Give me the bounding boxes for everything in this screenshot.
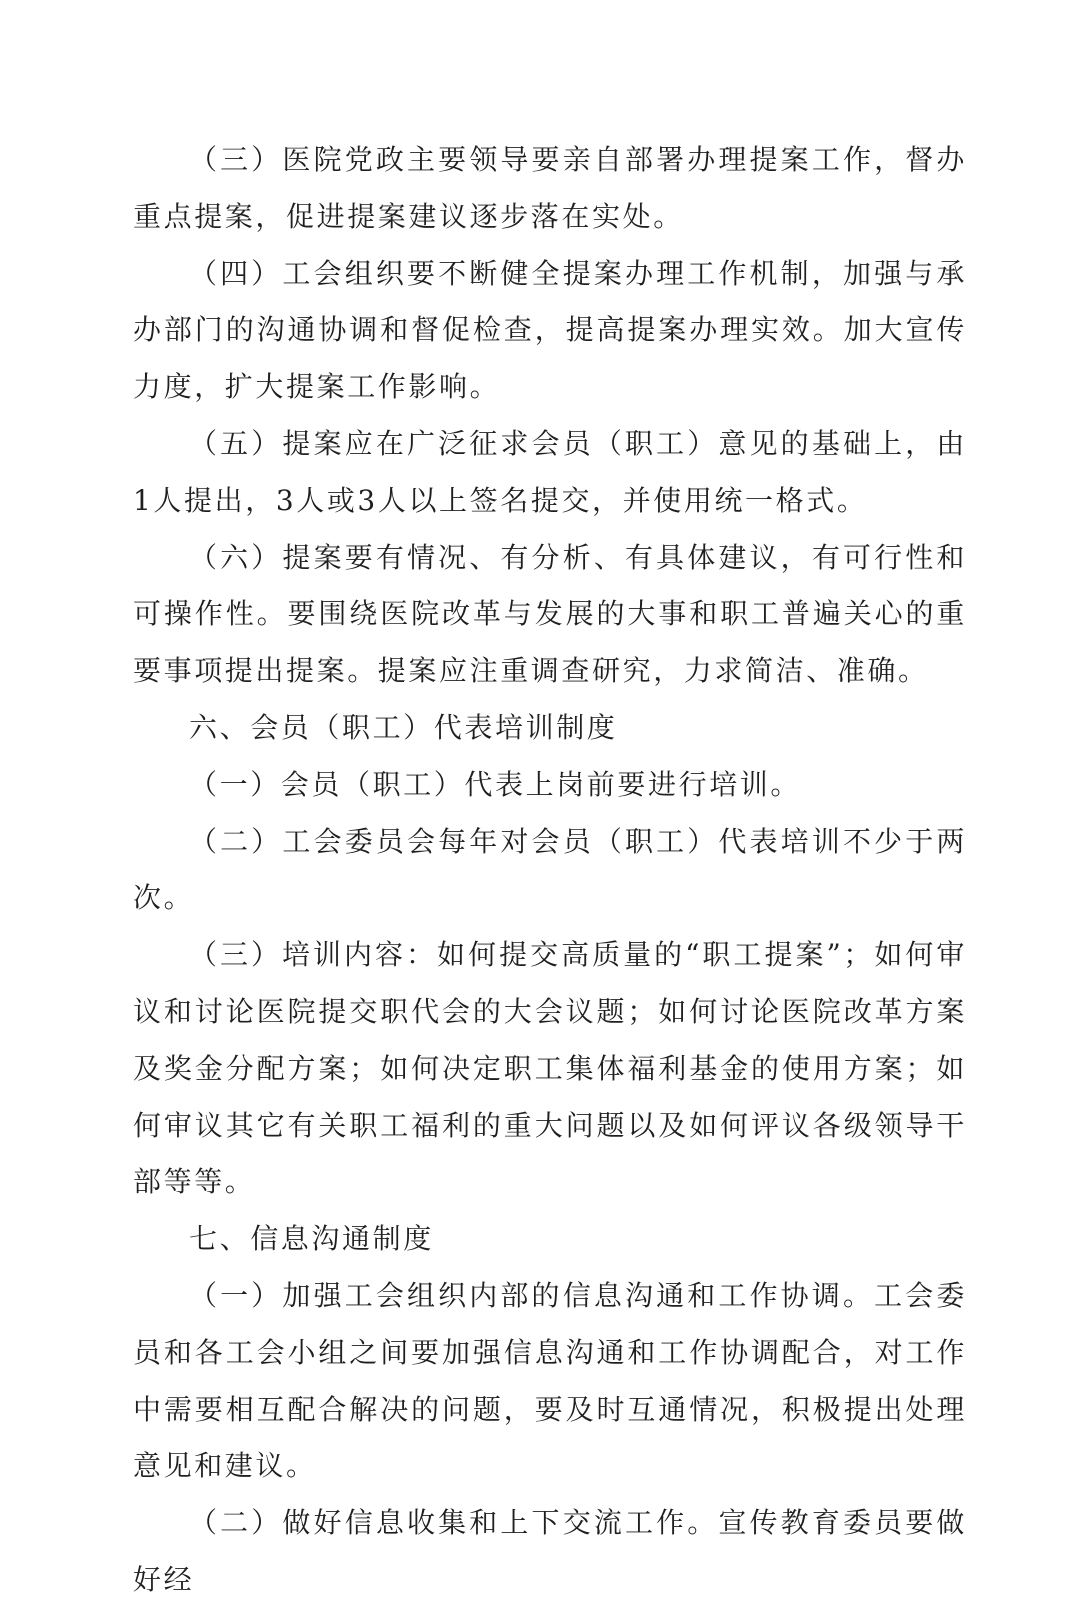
training-item-1: （一）会员（职工）代表上岗前要进行培训。: [189, 767, 802, 801]
training-item-2: （二）工会委员会每年对会员（职工）代表培训不少于两次。: [133, 824, 967, 915]
section-heading-communication: 七、信息沟通制度: [189, 1222, 434, 1256]
section-heading-training: 六、会员（职工）代表培训制度: [189, 710, 618, 744]
document-body: [133, 132, 967, 1609]
communication-item-2: （二）做好信息收集和上下交流工作。宣传教育委员要做好经: [133, 1506, 967, 1596]
paragraph-4: （四）工会组织要不断健全提案办理工作机制，加强与承办部门的沟通协调和督促检查，提高提案办理实效。加大宣传力度，扩大提案工作影响。: [133, 256, 967, 404]
training-item-3: （三）培训内容：如何提交高质量的“职工提案”；如何审议和讨论医院提交职代会的大会议题；如何讨论医院改革方案及奖金分配方案；如何决定职工集体福利基金的使用方案；如何审议其它有关职工福利的重大问题以及如何评议各级领导干部等等。: [133, 938, 967, 1199]
paragraph-5: （五）提案应在广泛征求会员（职工）意见的基础上，由1人提出，3人或3人以上签名提交，并使用统一格式。: [133, 426, 967, 517]
paragraph-6: （六）提案要有情况、有分析、有具体建议，有可行性和可操作性。要围绕医院改革与发展的大事和职工普遍关心的重要事项提出提案。提案应注重调查研究，力求简洁、准确。: [133, 540, 967, 688]
communication-item-1: （一）加强工会组织内部的信息沟通和工作协调。工会委员和各工会小组之间要加强信息沟通和工作协调配合，对工作中需要相互配合解决的问题，要及时互通情况，积极提出处理意见和建议。: [133, 1278, 967, 1483]
paragraph-3: （三）医院党政主要领导要亲自部署办理提案工作，督办重点提案，促进提案建议逐步落在实处。: [133, 143, 967, 233]
